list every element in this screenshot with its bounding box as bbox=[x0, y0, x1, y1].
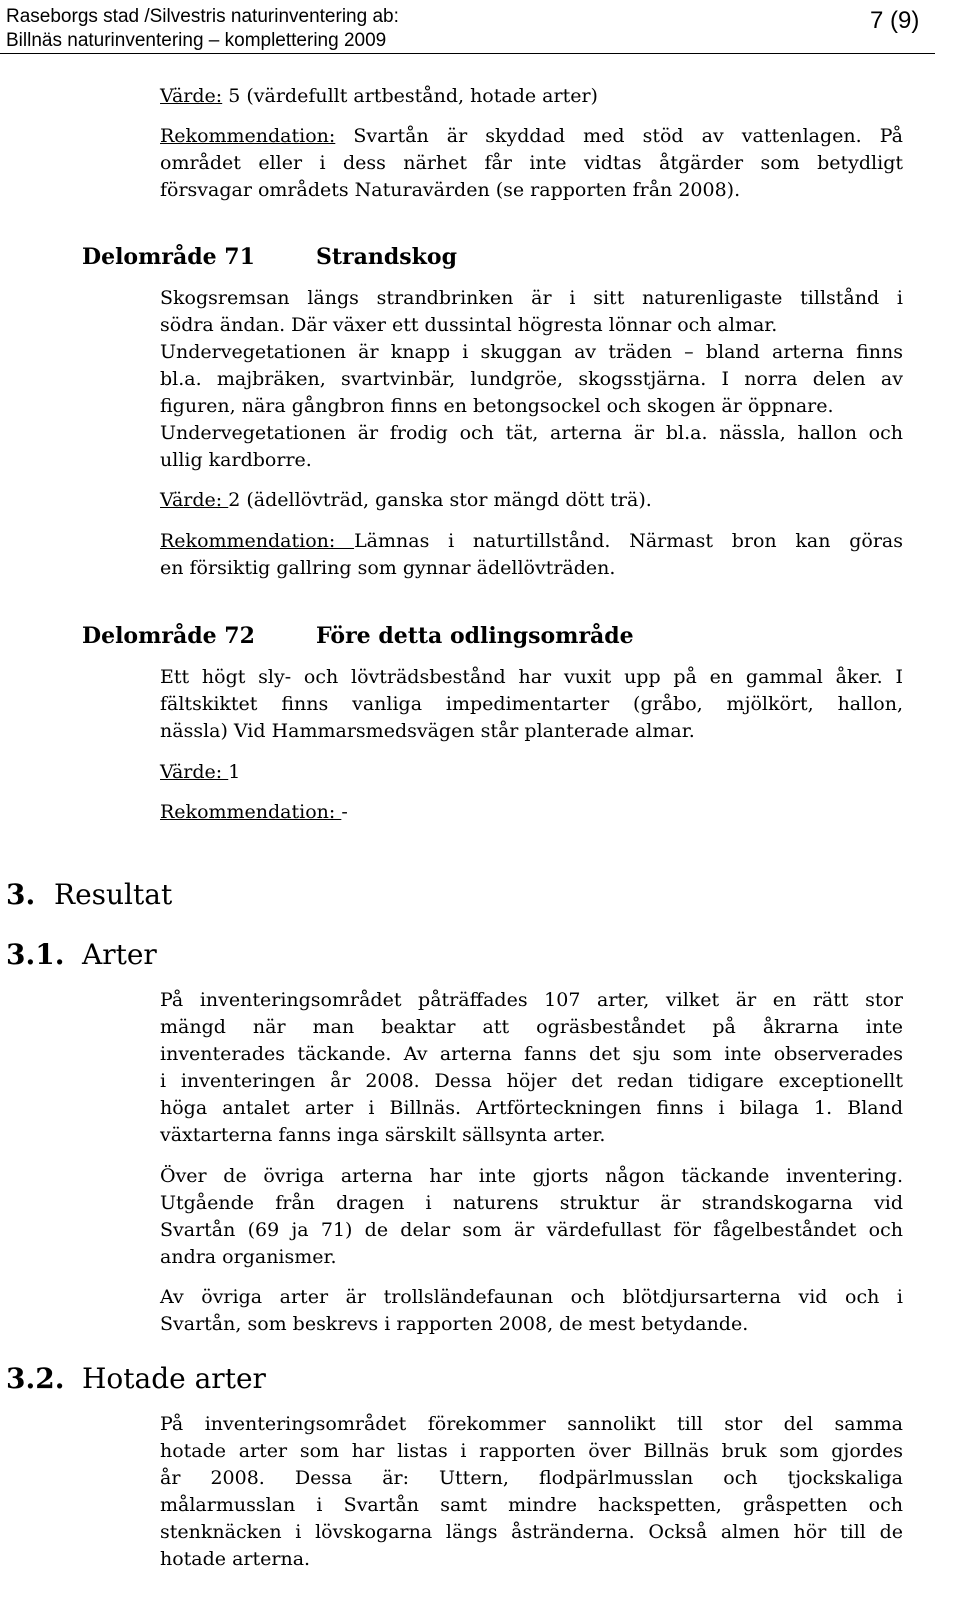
s31-p1-line-5: höga antalet arter i Billnäs. Artförteckningen finns i bilaga 1. Bland bbox=[160, 1097, 903, 1119]
varde-label: Värde: bbox=[160, 85, 223, 107]
d72-line-1: Ett högt sly- och lövträdsbestånd har vuxit upp på en gammal åker. I bbox=[160, 666, 903, 688]
d71-line-2: södra ändan. Där växer ett dussintal högresta lönnar och almar. bbox=[160, 314, 778, 336]
header-title-line1: Raseborgs stad /Silvestris naturinventering ab: bbox=[6, 6, 399, 27]
s31-p3-line-1: Av övriga arter är trollsländefaunan och blötdjursarterna vid och i bbox=[160, 1286, 903, 1308]
s32-p1-line-4: målarmusslan i Svartån samt mindre hackspetten, gråspetten och bbox=[160, 1494, 903, 1516]
d72-varde-text: 1 bbox=[228, 761, 241, 783]
d71-line-4: bl.a. majbräken, svartvinbär, lundgröe, skogsstjärna. I norra delen av bbox=[160, 368, 903, 390]
s32-p1-line-6: hotade arterna. bbox=[160, 1548, 311, 1570]
s31-p1-line-6: växtarterna fanns inga särskilt sällsynta arter. bbox=[160, 1124, 606, 1146]
d71-line-5: figuren, nära gångbron finns en betongsockel och skogen är öppnare. bbox=[160, 395, 834, 417]
rek-text-1: Svartån är skyddad med stöd av vattenlagen. På bbox=[335, 125, 903, 147]
d71-rek-label: Rekommendation: bbox=[160, 530, 355, 552]
d71-line-7: ullig kardborre. bbox=[160, 449, 312, 471]
s32-p1-line-2: hotade arter som har listas i rapporten över Billnäs bruk som gjordes bbox=[160, 1440, 903, 1462]
s31-p3-line-2: Svartån, som beskrevs i rapporten 2008, de mest betydande. bbox=[160, 1313, 749, 1335]
d72-line-2: fältskiktet finns vanliga impedimentarter (gråbo, mjölkört, hallon, bbox=[160, 693, 903, 715]
d71-label: Delområde 71 bbox=[82, 244, 255, 270]
s32-p1-line-1: På inventeringsområdet förekommer sannolikt till stor del samma bbox=[160, 1413, 903, 1435]
d71-varde-line bbox=[160, 487, 652, 514]
d72-rek-label: Rekommendation: bbox=[160, 801, 342, 823]
s31-p2-line-3: Svartån (69 ja 71) de delar som är värdefullast för fågelbeståndet och bbox=[160, 1219, 903, 1241]
page-number: 7 (9) bbox=[870, 7, 920, 34]
section-3-heading bbox=[6, 878, 173, 912]
d71-line-1: Skogsremsan längs strandbrinken är i sitt naturenligaste tillstånd i bbox=[160, 287, 903, 309]
d72-line-3: nässla) Vid Hammarsmedsvägen står planterade almar. bbox=[160, 720, 695, 742]
s31-p1-line-3: inventerades täckande. Av arterna fanns det sju som inte observerades bbox=[160, 1043, 903, 1065]
varde-line bbox=[160, 83, 598, 110]
d72-rek-line bbox=[160, 799, 348, 826]
d71-rek-text-1: Lämnas i naturtillstånd. Närmast bron kan göras bbox=[354, 530, 904, 552]
section-3-number: 3. bbox=[6, 878, 36, 911]
d72-rek-text: - bbox=[341, 801, 348, 823]
d71-rek-line-1 bbox=[160, 528, 903, 555]
header-rule bbox=[0, 53, 935, 54]
d71-varde-label: Värde: bbox=[160, 489, 229, 511]
s31-p2-line-2: Utgående från dragen i naturens struktur är strandskogarna vid bbox=[160, 1192, 903, 1214]
s31-p1-line-4: i inventeringen år 2008. Dessa höjer det redan tidigare exceptionellt bbox=[160, 1070, 903, 1092]
d71-varde-text: 2 (ädellövträd, ganska stor mängd dött trä). bbox=[228, 489, 652, 511]
d71-line-6: Undervegetationen är frodig och tät, arterna är bl.a. nässla, hallon och bbox=[160, 422, 903, 444]
s31-p2-line-1: Över de övriga arterna har inte gjorts någon täckande inventering. bbox=[160, 1165, 903, 1187]
s32-p1-line-5: stenknäcken i lövskogarna längs åstränderna. Också almen hör till de bbox=[160, 1521, 903, 1543]
rek-line-1 bbox=[160, 123, 903, 150]
section-31-heading bbox=[6, 938, 157, 972]
s31-p1-line-1: På inventeringsområdet påträffades 107 arter, vilket är en rätt stor bbox=[160, 989, 903, 1011]
d71-title: Strandskog bbox=[316, 244, 457, 270]
d71-rek-line-2: en försiktig gallring som gynnar ädellövträden. bbox=[160, 557, 616, 579]
d72-varde-line bbox=[160, 759, 240, 786]
d72-varde-label: Värde: bbox=[160, 761, 229, 783]
section-31-number: 3.1. bbox=[6, 938, 65, 971]
rek-line-3: försvagar områdets Naturavärden (se rapporten från 2008). bbox=[160, 179, 741, 201]
section-32-title: Hotade arter bbox=[82, 1362, 266, 1395]
section-32-number: 3.2. bbox=[6, 1362, 65, 1395]
section-32-heading bbox=[6, 1362, 266, 1396]
d72-label: Delområde 72 bbox=[82, 623, 255, 649]
varde-text: 5 (värdefullt artbestånd, hotade arter) bbox=[222, 85, 598, 107]
s32-p1-line-3: år 2008. Dessa är: Uttern, flodpärlmusslan och tjockskaliga bbox=[160, 1467, 903, 1489]
section-31-title: Arter bbox=[82, 938, 157, 971]
d72-title: Före detta odlingsområde bbox=[316, 623, 634, 649]
rek-line-2: området eller i dess närhet får inte vidtas åtgärder som betydligt bbox=[160, 152, 903, 174]
s31-p1-line-2: mängd när man beaktar att ogräsbeståndet på åkrarna inte bbox=[160, 1016, 903, 1038]
rek-label: Rekommendation: bbox=[160, 125, 336, 147]
header-title-line2: Billnäs naturinventering – komplettering 2009 bbox=[6, 30, 387, 51]
section-3-title: Resultat bbox=[54, 878, 173, 911]
d71-line-3: Undervegetationen är knapp i skuggan av träden – bland arterna finns bbox=[160, 341, 903, 363]
s31-p2-line-4: andra organismer. bbox=[160, 1246, 337, 1268]
